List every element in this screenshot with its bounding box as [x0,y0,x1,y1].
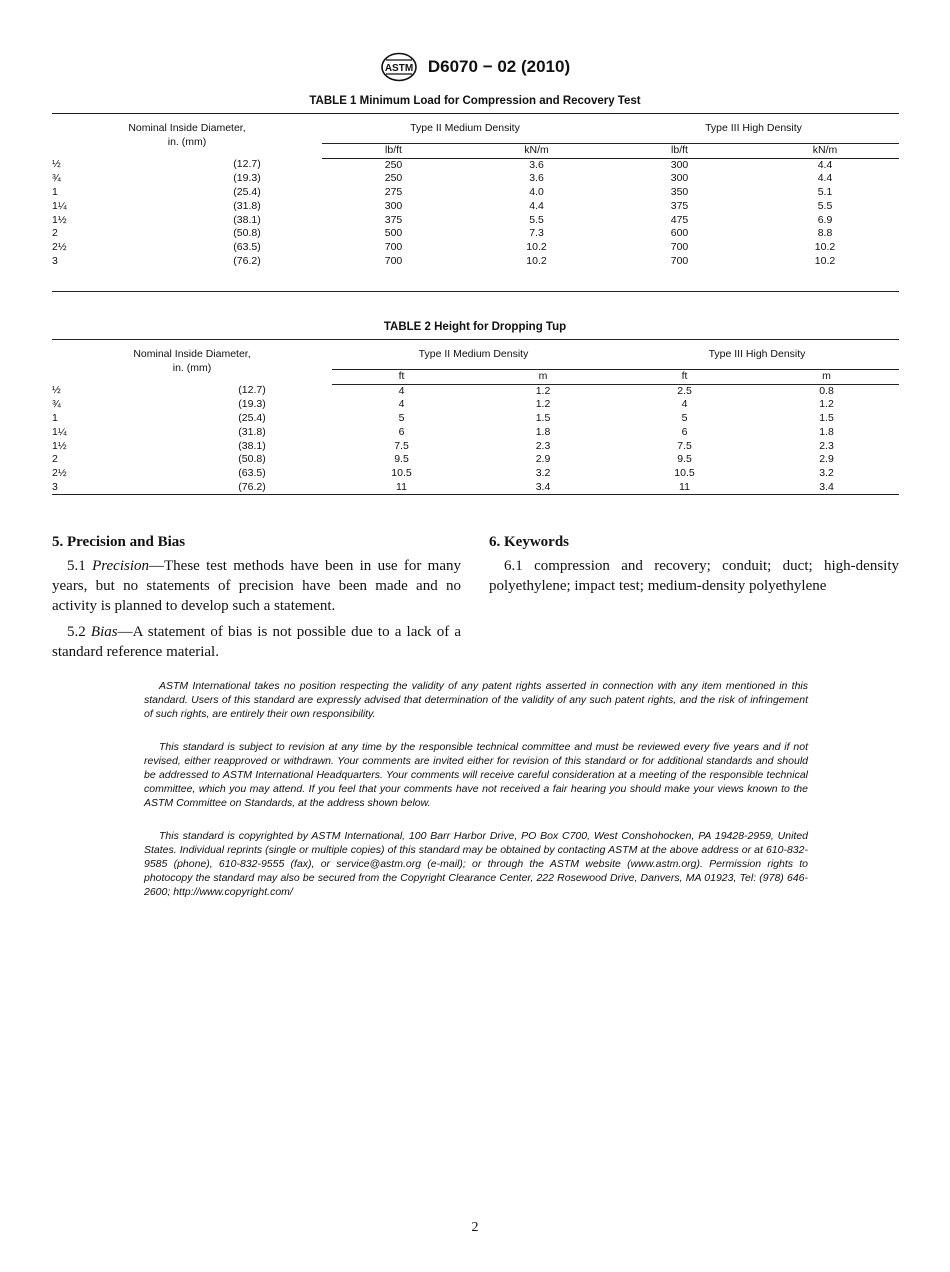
cell: 375 [384,213,403,226]
cell: 1¼ [52,425,67,438]
table-row [52,214,899,228]
cell: 5.5 [817,199,833,212]
cell: 5 [398,412,405,425]
cell: 2.9 [819,453,834,466]
cell: 4.4 [817,172,833,185]
cell: 3.2 [819,466,834,479]
cell: 4.4 [529,199,544,212]
cell: 9.5 [677,453,692,466]
cell: 375 [670,199,689,212]
cell: 2½ [52,240,67,253]
table2-col-head: Nominal Inside Diameter, in. (mm) [52,340,332,385]
cell: (63.5) [233,240,261,253]
cell: 10.5 [674,466,695,479]
cell: 6 [681,425,688,438]
cell: ½ [52,158,61,171]
paragraph-5-2 [52,622,461,662]
cell: 5.5 [529,213,544,226]
cell: 3 [52,481,172,495]
table1-unit: kN/m [465,144,608,159]
cell: 4 [398,384,405,397]
cell: 1½ [52,439,67,452]
table2-unit: ft [615,370,754,385]
cell: 10.2 [465,255,608,292]
table1 [52,113,899,292]
cell: 300 [670,158,689,171]
term-bias: Bias [90,624,118,640]
cell: 300 [384,199,403,212]
cell: 5.1 [817,186,833,199]
cell: 700 [670,240,689,253]
para-num: 5.2 [67,624,86,640]
cell: 10.2 [526,240,547,253]
cell: 1.2 [819,398,834,411]
cell: 11 [332,481,471,495]
cell: ½ [52,384,61,397]
cell: 1.5 [819,412,834,425]
cell: 600 [670,227,689,240]
cell: 2.3 [819,439,834,452]
cell: 11 [615,481,754,495]
table2 [52,339,899,495]
table-row [52,241,899,255]
paragraph-5-1 [52,556,461,616]
cell: 6 [398,425,405,438]
table-row [52,255,899,292]
cell: 1.2 [535,398,551,411]
cell: 1.2 [535,384,551,397]
section-keywords [489,532,899,602]
table1-caption: TABLE 1 Minimum Load for Compression and Recovery Test [309,95,641,107]
cell: 0.8 [819,384,834,397]
cell: 3.6 [529,172,544,185]
cell: (25.4) [233,186,261,199]
cell: (19.3) [233,172,261,185]
table-row [52,227,899,241]
table1-group-type2: Type II Medium Density [322,114,608,144]
cell: 7.5 [677,439,692,452]
cell: 4 [681,398,688,411]
cell: 1½ [52,213,67,226]
cell: (38.1) [233,213,261,226]
cell: 2.5 [677,384,692,397]
table1-unit: kN/m [751,144,899,159]
cell: (76.2) [172,255,322,292]
para-text: —These test methods have been in use for many years, but no statements of precision have been made and no activity is planned to develop such a statement. [52,558,462,614]
cell: 700 [322,255,465,292]
cell: 1 [52,186,58,199]
cell: (31.8) [238,425,266,438]
cell: 3.4 [754,481,899,495]
cell: 3.4 [471,481,615,495]
table2-group-type2: Type II Medium Density [332,340,615,370]
cell: 1¼ [52,199,67,212]
table-row [52,172,899,186]
cell: 1.8 [819,425,834,438]
cell: 475 [670,213,689,226]
cell: (12.7) [238,384,266,397]
page-number: 2 [471,1220,479,1235]
note-copyright: This standard is copyrighted by ASTM International, 100 Barr Harbor Drive, PO Box C700, West Conshohocken, PA 19428-2959, United States. Individual reprints (single or multiple copies) of this standard may be obtained by contacting ASTM at the above address or at 610-832-9585 (phone), 610-832-9555 (fax), or service@astm.org (e-mail); or through the ASTM website (www.astm.org). Permission rights to photocopy the standard may also be secured from the Copyright Clearance Center, 222 Rosewood Drive, Danvers, MA 01923, Tel: (978) 646-2600; http://www.copyright.com/ [144,830,808,898]
cell: (50.8) [233,227,261,240]
cell: (50.8) [238,453,266,466]
cell: 4.4 [817,158,833,171]
cell: (76.2) [172,481,332,495]
cell: 2 [52,227,58,240]
table-row [52,440,899,454]
cell: 1.5 [535,412,551,425]
cell: (63.5) [238,466,266,479]
cell: 500 [384,227,403,240]
table1-col-head: Nominal Inside Diameter, in. (mm) [52,114,322,159]
table-row [52,158,899,172]
cell: 350 [670,186,689,199]
cell: 4.0 [529,186,544,199]
cell: 250 [384,172,403,185]
cell: 3.2 [535,466,551,479]
cell: 9.5 [394,453,409,466]
cell: 1.8 [535,425,551,438]
table-row [52,412,899,426]
logo-text: ASTM [384,63,414,74]
para-text: —A statement of bias is not possible due to a lack of a standard reference material. [52,624,461,660]
table1-unit: lb/ft [322,144,465,159]
table2-caption: TABLE 2 Height for Dropping Tup [383,321,567,333]
table-row [52,384,899,398]
table-row [52,453,899,467]
cell: 300 [670,172,689,185]
cell: 6.9 [817,213,833,226]
table1-group-type3: Type III High Density [608,114,899,144]
table2-unit: m [471,370,615,385]
astm-logo-icon [380,52,418,82]
cell: 5 [681,412,688,425]
table2-unit: ft [332,370,471,385]
cell: 3 [52,255,172,292]
cell: 1 [52,412,58,425]
paragraph-6-1: 6.1 compression and recovery; conduit; duct; high-density polyethylene; impact test; medium-density polyethylene [489,558,899,594]
table2-unit: m [754,370,899,385]
cell: (12.7) [233,158,261,171]
cell: 8.8 [817,227,833,240]
cell: 10.2 [814,240,836,253]
table-row [52,200,899,214]
para-num: 5.1 [67,558,86,574]
table-row [52,186,899,200]
note-patent: ASTM International takes no position respecting the validity of any patent rights asserted in connection with any item mentioned in this standard. Users of this standard are expressly advised that determination of the validity of any such patent rights, and the risk of infringement of such rights, are entirely their own responsibility. [144,680,808,720]
section6-heading: 6. Keywords [489,534,569,550]
table-row [52,467,899,481]
note-revision: This standard is subject to revision at any time by the responsible technical committee and must be reviewed every five years and if not revised, either reapproved or withdrawn. Your comments are invited either for revision of this standard or for additional standards and should be addressed to ASTM International Headquarters. Your comments will receive careful consideration at a meeting of the responsible technical committee, which you may attend. If you feel that your comments have not received a fair hearing you should make your views known to the ASTM Committee on Standards, at the address shown below. [144,741,808,809]
cell: 2 [52,453,58,466]
cell: 10.2 [751,255,899,292]
cell: 250 [384,158,403,171]
page-header [0,52,950,82]
cell: ¾ [52,398,61,411]
table-row [52,481,899,495]
cell: 7.5 [394,439,409,452]
cell: ¾ [52,172,61,185]
cell: 275 [384,186,403,199]
cell: 2½ [52,466,67,479]
section-precision-bias [52,532,461,668]
cell: 700 [608,255,751,292]
table-row [52,426,899,440]
table2-group-type3: Type III High Density [615,340,899,370]
table-row [52,398,899,412]
cell: 700 [384,240,403,253]
cell: 10.5 [391,466,412,479]
section5-heading: 5. Precision and Bias [52,534,186,550]
designation: D6070 − 02 (2010) [427,57,571,76]
term-precision: Precision [92,558,149,574]
cell: 2.3 [535,439,551,452]
cell: (25.4) [238,412,266,425]
cell: (31.8) [233,199,261,212]
legal-notes [144,679,808,918]
cell: 4 [398,398,405,411]
cell: 7.3 [529,227,544,240]
table1-unit: lb/ft [608,144,751,159]
cell: (19.3) [238,398,266,411]
cell: 3.6 [529,158,544,171]
cell: (38.1) [238,439,266,452]
cell: 2.9 [535,453,551,466]
